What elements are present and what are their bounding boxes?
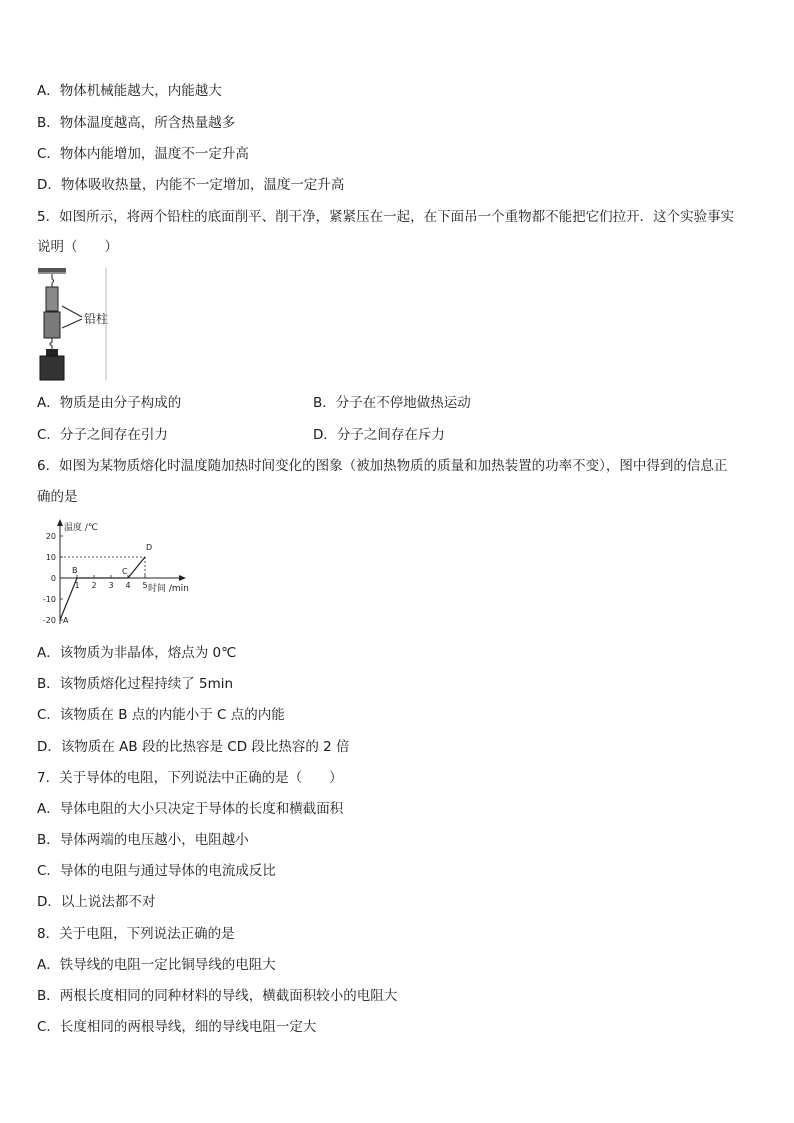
q7-stem: 7．关于导体的电阻，下列说法中正确的是（ ） xyxy=(37,770,343,786)
x-tick-label: 2 xyxy=(91,581,97,590)
y-axis-label: 温度 /℃ xyxy=(64,523,99,533)
point-label-d: D xyxy=(146,543,153,552)
x-tick-label: 5 xyxy=(142,581,148,590)
q6-option-c: C．该物质在 B 点的内能小于 C 点的内能 xyxy=(37,707,285,723)
q4-option-b: B．物体温度越高，所含热量越多 xyxy=(37,115,236,131)
q6-option-a: A．该物质为非晶体，熔点为 0℃ xyxy=(37,645,237,661)
q8-option-c: C．长度相同的两根导线，细的导线电阻一定大 xyxy=(37,1019,317,1035)
lead-cylinder-figure xyxy=(36,266,116,382)
q5-stem-line1: 5．如图所示，将两个铅柱的底面削平、削干净，紧紧压在一起，在下面吊一个重物都不能把它们拉开．这个实验事实 xyxy=(37,209,735,225)
q8-option-a: A．铁导线的电阻一定比铜导线的电阻大 xyxy=(37,957,276,973)
x-axis-label: 时间 /min xyxy=(148,584,189,594)
q7-option-d: D．以上说法都不对 xyxy=(37,894,156,910)
y-tick-label: -20 xyxy=(42,616,56,625)
bottom-hook-icon xyxy=(50,338,52,349)
q5-stem-line2: 说明（ ） xyxy=(37,239,118,255)
x-tick-label: 4 xyxy=(125,581,131,590)
q5-option-c: C．分子之间存在引力 xyxy=(37,427,168,443)
point-label-c: C xyxy=(122,567,128,576)
y-axis-arrow-icon xyxy=(57,519,63,526)
x-tick-label: 3 xyxy=(108,581,114,590)
q8-stem: 8．关于电阻，下列说法正确的是 xyxy=(37,926,235,942)
y-tick-label: 10 xyxy=(45,553,56,562)
q5-option-b: B．分子在不停地做热运动 xyxy=(313,395,471,411)
q6-stem-line1: 6．如图为某物质熔化时温度随加热时间变化的图象（被加热物质的质量和加热装置的功率不变），图中得到的信息正 xyxy=(37,458,728,474)
lead-cylinder-label: 铅柱 xyxy=(84,312,109,326)
x-tick-label: 1 xyxy=(74,581,80,590)
lower-lead-cylinder xyxy=(44,312,60,338)
upper-lead-cylinder xyxy=(46,287,58,311)
q7-option-c: C．导体的电阻与通过导体的电流成反比 xyxy=(37,863,276,879)
q7-option-a: A．导体电阻的大小只决定于导体的长度和横截面积 xyxy=(37,801,344,817)
x-axis-arrow-icon xyxy=(179,575,186,581)
q4-option-c: C．物体内能增加，温度不一定升高 xyxy=(37,146,249,162)
q7-option-b: B．导体两端的电压越小，电阻越小 xyxy=(37,832,249,848)
melting-temperature-chart xyxy=(30,518,210,628)
q8-option-b: B．两根长度相同的同种材料的导线，横截面积较小的电阻大 xyxy=(37,988,398,1004)
point-label-a: A xyxy=(63,616,69,625)
q6-option-d: D．该物质在 AB 段的比热容是 CD 段比热容的 2 倍 xyxy=(37,739,350,755)
q5-option-a: A．物质是由分子构成的 xyxy=(37,395,182,411)
y-tick-label: 0 xyxy=(50,574,56,583)
q6-stem-line2: 确的是 xyxy=(37,489,78,505)
weight-neck xyxy=(46,349,58,356)
y-tick-label: 20 xyxy=(45,532,56,541)
top-hook-icon xyxy=(52,274,54,287)
hanging-weight xyxy=(40,356,64,380)
y-tick-label: -10 xyxy=(42,595,56,604)
label-pointer-upper xyxy=(62,306,82,317)
ceiling-hatch xyxy=(38,268,66,272)
q4-option-a: A．物体机械能越大，内能越大 xyxy=(37,83,222,99)
point-label-b: B xyxy=(72,566,78,575)
label-pointer-lower xyxy=(62,319,82,328)
q5-option-d: D．分子之间存在斥力 xyxy=(313,427,445,443)
q6-option-b: B．该物质熔化过程持续了 5min xyxy=(37,676,234,692)
q4-option-d: D．物体吸收热量，内能不一定增加，温度一定升高 xyxy=(37,177,345,193)
